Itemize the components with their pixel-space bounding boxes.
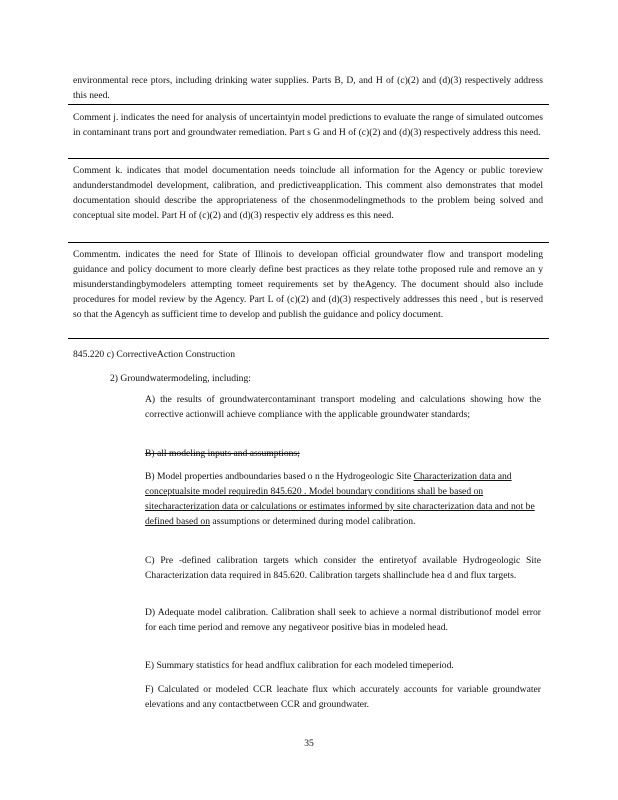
item-a: A) the results of groundwatercontaminant transport modeling and calculations showing how the corrective actionwill achieve compliance with the applicable groundwater standards; bbox=[145, 394, 541, 420]
item-b-deleted: B) all modeling inputs and assumptions; bbox=[145, 448, 300, 459]
item-c: C) Pre -defined calibration targets which consider the entiretyof available Hydrogeologic Site Characterization data required in 845.620. Calibration targets shallinclude hea d and flux targets. bbox=[145, 555, 541, 581]
item-b-inserted bbox=[145, 469, 541, 529]
intro-paragraph: environmental rece ptors, including drinking water supplies. Parts B, D, and H of (c)(2) and (d)(3) respectively address this need. bbox=[73, 75, 543, 101]
item-d: D) Adequate model calibration. Calibration shall seek to achieve a normal distributionof model error for each time period and remove any negativeor positive bias in modeled head. bbox=[145, 607, 541, 633]
comment-divider bbox=[68, 104, 549, 105]
comment-j-paragraph: Comment j. indicates the need for analysis of uncertaintyin model predictions to evaluate the range of simulated outcomes in contaminant trans port and groundwater remediation. Part s G and H of (c)(2) and (d)(3) respectively address this need. bbox=[73, 112, 543, 138]
comment-k-paragraph: Comment k. indicates that model documentation needs toinclude all information for the Agency or public toreview andunderstandmodel development, calibration, and predictiveapplication. This comment also demonstrates that model documentation should describe the appropriateness of the chosenmodelingmethods to the problem being solved and conceptual site model. Part H of (c)(2) and (d)(3) respectiv ely address es this need. bbox=[73, 165, 543, 221]
item-e: E) Summary statistics for head andflux calibration for each modeled timeperiod. bbox=[145, 660, 454, 671]
page-number: 35 bbox=[304, 738, 314, 749]
subsection-heading: 2) Groundwatermodeling, including: bbox=[110, 373, 251, 384]
item-b-inserted-tail: assumptions or determined during model calibration. bbox=[212, 516, 416, 527]
item-f: F) Calculated or modeled CCR leachate flux which accurately accounts for variable groundwater elevations and any contactbetween CCR and groundwater. bbox=[145, 684, 541, 710]
item-b-inserted-plain: B) Model properties andboundaries based o n the Hydrogeologic Site bbox=[145, 471, 412, 482]
item-b-inserted-underlined: Characterization data and conceptualsite model requiredin 845.620 . Model boundary conditions shall be based on sitecharacterization data or calculations or estimates informed by site characterization data and not be defined based on bbox=[145, 471, 535, 527]
section-heading: 845.220 c) CorrectiveAction Construction bbox=[73, 349, 235, 360]
section-divider bbox=[68, 338, 549, 339]
comment-divider bbox=[68, 242, 549, 243]
comment-m-paragraph: Commentm. indicates the need for State of Illinois to developan official groundwater flow and transport modeling guidance and policy document to more clearly define best practices as they relate tothe proposed rule and remove an y misunderstandingbymodelers attempting tomeet requirements set by theAgency. The document should also include procedures for model review by the Agency. Part L of (c)(2) and (d)(3) respectively addresses this need , but is reserved so that the Agencyh as sufficient time to develop and publish the guidance and policy document. bbox=[73, 249, 543, 320]
comment-divider bbox=[68, 158, 549, 159]
